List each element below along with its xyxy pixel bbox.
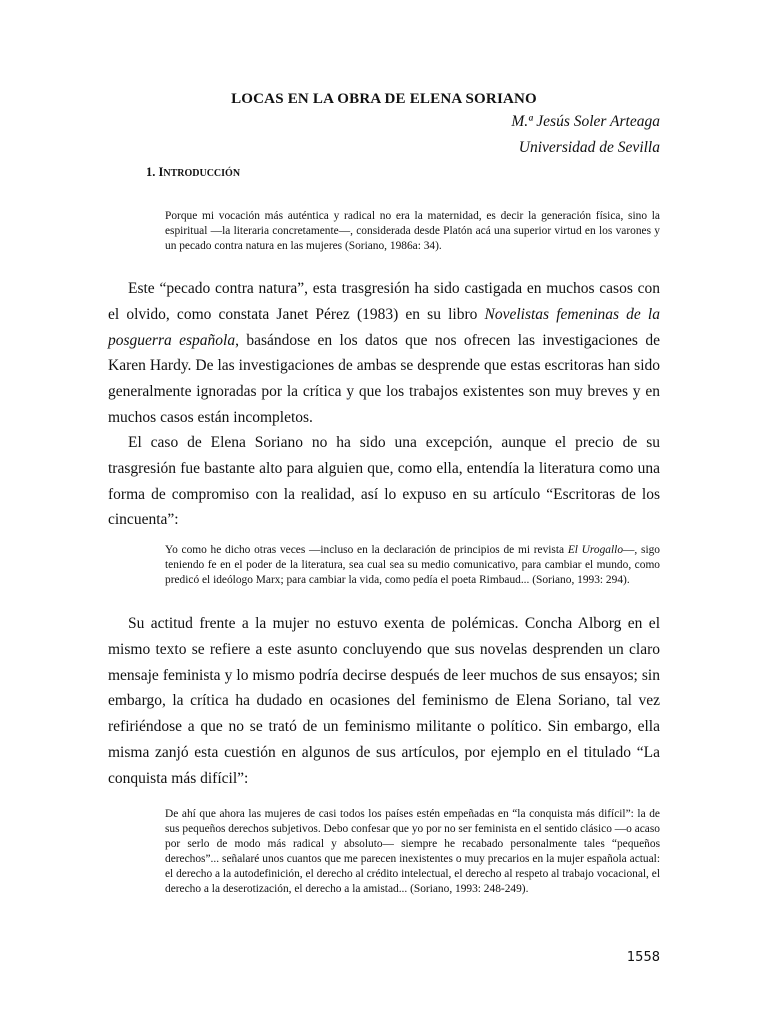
magazine-title-urogallo: El Urogallo [567,544,624,556]
block-quote-1: Porque mi vocación más auténtica y radical no era la maternidad, es decir la generación física, sino la espiritual —la literaria concretamente—, considerada desde Platón acá una superior virtud en los varones y un pecado contra natura en las mujeres (Soriano, 1986a: 34). [165,210,660,252]
section-number: 1. [146,165,159,179]
section-heading [146,165,240,180]
paragraph-1-text-a: Este “pecado contra natura”, esta trasgresión ha sido castigada en muchos casos con el olvido, como constata Janet Pérez (1983) en su libro [108,280,660,323]
quote-2-text-a: Yo como he dicho otras veces —incluso en la declaración de principios de mi revista [165,544,568,556]
block-quote-2 [165,543,660,588]
book-title-novelistas: Novelistas femeninas de la posguerra española [108,305,660,349]
paragraph-3-text: Su actitud frente a la mujer no estuvo exenta de polémicas. Concha Alborg en el mismo texto se refiere a este asunto concluyendo que sus novelas desprenden un claro mensaje feminista y lo mismo podría decirse después de leer muchos de sus ensayos; sin embargo, la crítica ha dudado en ocasiones del feminismo de Elena Soriano, tal vez refiriéndose a que no se trató de un feminismo militante o político. Sin embargo, ella misma zanjó esta cuestión en algunos de sus artículos, por ejemplo en el titulado “La conquista más difícil”: [108,615,660,787]
block-quote-3: De ahí que ahora las mujeres de casi todos los países estén empeñadas en “la conquista más difícil”: la de sus pequeños derechos subjetivos. Debo confesar que yo por no ser feminista en el sentido clásico —o acaso por serlo de modo más radical y absoluto— siempre he recabado personalmente tales “pequeños derechos”... señalaré unos cuantos que me parecen inexistentes o muy precarios en la mujer española actual: el derecho a la autodefinición, el derecho al crédito intelectual, el derecho al respeto al trabajo vocacional, el derecho a la deserotización, el derecho a la amistad... (Soriano, 1993: 248-249). [165,808,660,895]
body-paragraph-1 [108,276,660,431]
paragraph-2-text: El caso de Elena Soriano no ha sido una excepción, aunque el precio de su trasgresión fue bastante alto para alguien que, como ella, entendía la literatura como una forma de compromiso con la realidad, así lo expuso en su artículo “Escritoras de los cincuenta”: [108,434,660,529]
paragraph-1-text-b: , basándose en los datos que nos ofrecen las investigaciones de Karen Hardy. De las investigaciones de ambas se desprende que estas escritoras han sido generalmente ignoradas por la crítica y que los trabajos existentes son muy breves y en muchos casos están incompletos. [108,331,660,426]
author-affiliation: Universidad de Sevilla [518,139,660,156]
section-title-rest: NTRODUCCIÓN [163,168,241,179]
body-paragraph-2 [108,430,660,533]
body-paragraph-3 [108,611,660,792]
author-name: M.ª Jesús Soler Arteaga [511,113,660,130]
page-number: 1558 [626,950,660,965]
quote-2-text-b: —, sigo teniendo fe en el poder de la literatura, sea cual sea su medio comunicativo, para cambiar el mundo, como predicó el ideólogo Marx; para cambiar la vida, como pedía el poeta Rimbaud... (Soriano, 1993: 294). [165,544,660,586]
section-initial: I [158,165,164,179]
paper-title: LOCAS EN LA OBRA DE ELENA SORIANO [231,91,537,107]
